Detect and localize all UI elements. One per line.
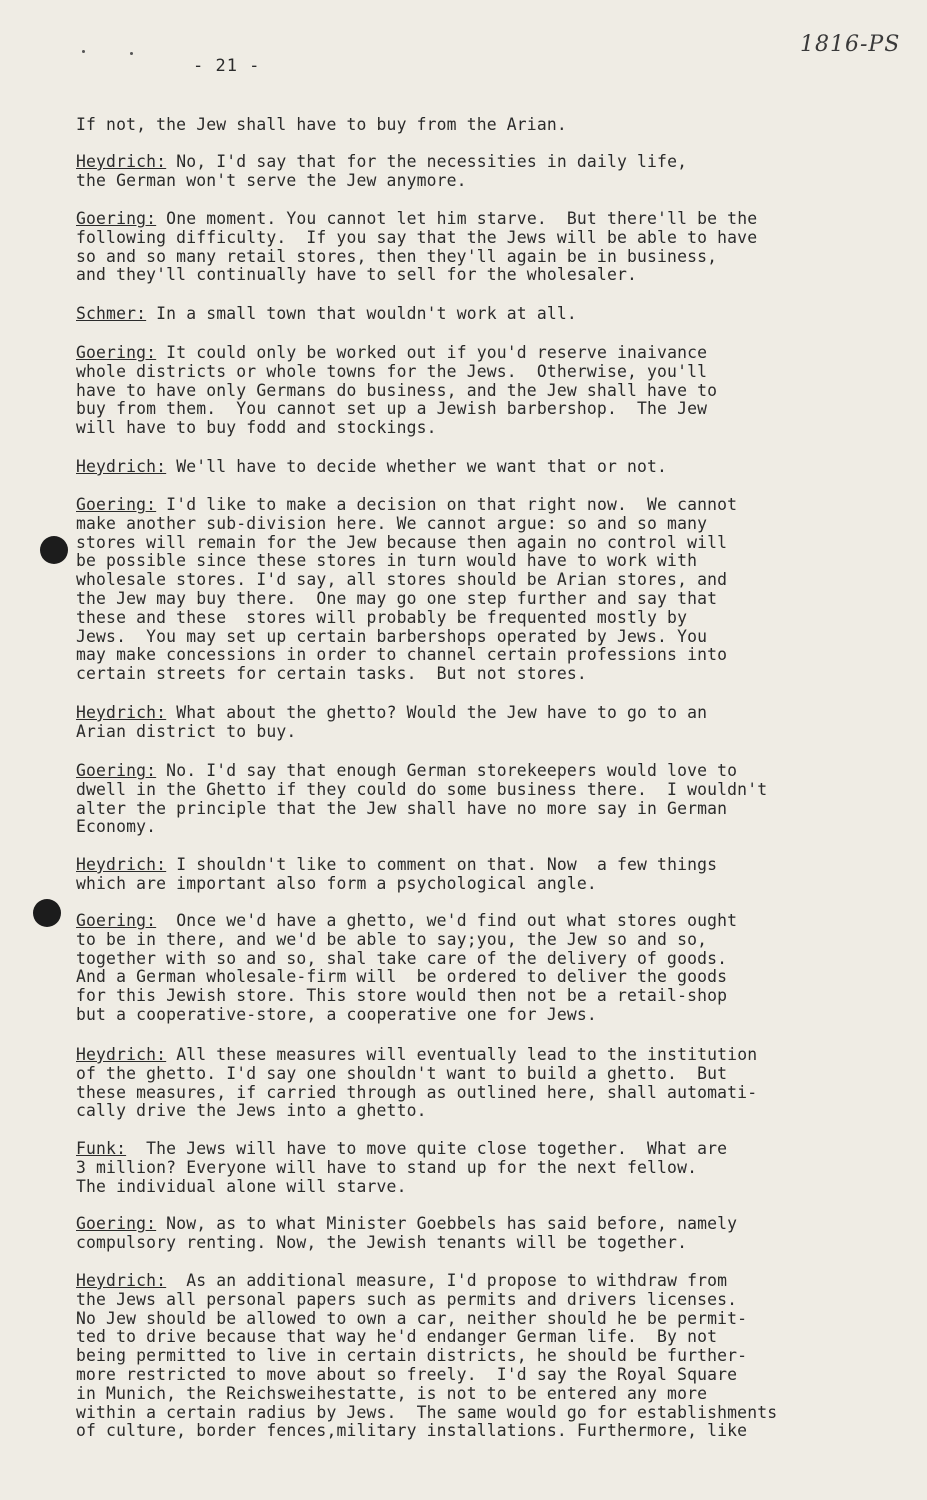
paragraph — [76, 1046, 876, 1121]
paragraph — [76, 1140, 876, 1196]
speaker-label: Heydrich: — [76, 703, 167, 722]
speaker-label: Heydrich: — [76, 855, 167, 874]
paragraph — [76, 856, 876, 894]
paragraph — [76, 1272, 876, 1441]
speaker-label: Heydrich: — [76, 1045, 167, 1064]
paragraph — [76, 1215, 876, 1253]
speaker-label: Goering: — [76, 911, 157, 930]
paragraph — [76, 210, 876, 285]
paragraph-text: I shouldn't like to comment on that. Now a few things which are important also form a psychological angle. — [76, 855, 718, 893]
speaker-label: Schmer: — [76, 304, 147, 323]
stray-mark — [130, 52, 133, 55]
paragraph — [76, 305, 876, 324]
paragraph-text: The Jews will have to move quite close together. What are 3 million? Everyone will have to stand up for the next fellow. The individual alone will starve. — [76, 1139, 728, 1196]
paragraph-text: I'd like to make a decision on that right now. We cannot make another sub-division here. We cannot argue: so and so many stores will remain for the Jew because then again no control will be possible since these stores in turn would have to work with wholesale stores. I'd say, all stores should be Arian stores, and the Jew may buy there. One may go one step further and say that these and these stores will probably be frequented mostly by Jews. You may set up certain barbershops operated by Jews. You may make concessions in order to channel certain professions into certain streets for certain tasks. But not stores. — [76, 495, 738, 684]
speaker-label: Goering: — [76, 209, 157, 228]
paragraph-text: It could only be worked out if you'd reserve inaivance whole districts or whole towns for the Jews. Otherwise, you'll have to have only Germans do business, and the Jew shall have to buy from them. You cannot set up a Jewish barbershop. The Jew will have to buy fodd and stockings. — [76, 343, 718, 438]
speaker-label: Goering: — [76, 1214, 157, 1233]
punch-hole-bottom — [33, 899, 61, 927]
speaker-label: Heydrich: — [76, 152, 167, 171]
paragraph — [76, 153, 876, 191]
page-number: - 21 - — [193, 56, 261, 76]
speaker-label: Goering: — [76, 761, 157, 780]
speaker-label: Heydrich: — [76, 1271, 167, 1290]
paragraph-text: Once we'd have a ghetto, we'd find out what stores ought to be in there, and we'd be able to say;you, the Jew so and so, together with so and so, shal take care of the delivery of goods. And a German wholesale-firm will be ordered to deliver the goods for this Jewish store. This store would then not be a retail-shop but a cooperative-store, a cooperative one for Jews. — [76, 911, 738, 1024]
paragraph — [76, 704, 876, 742]
paragraph-text: All these measures will eventually lead to the institution of the ghetto. I'd say one shouldn't want to build a ghetto. But these measures, if carried through as outlined here, shall automati- cally drive the Jews into a ghetto. — [76, 1045, 758, 1121]
paragraph-text: We'll have to decide whether we want that or not. — [166, 457, 668, 476]
paragraph-text: Now, as to what Minister Goebbels has said before, namely compulsory renting. Now, the Jewish tenants will be together. — [76, 1214, 738, 1252]
paragraph-text: No. I'd say that enough German storekeepers would love to dwell in the Ghetto if they could do some business there. I wouldn't alter the principle that the Jew shall have no more say in German Economy. — [76, 761, 768, 837]
speaker-label: Goering: — [76, 343, 157, 362]
stray-mark — [82, 50, 85, 53]
paragraph-text: What about the ghetto? Would the Jew have to go to an Arian district to buy. — [76, 703, 708, 741]
paragraph-text: One moment. You cannot let him starve. But there'll be the following difficulty. If you say that the Jews will be able to have so and so many retail stores, then they'll again be in business, and they'll continually have to sell for the wholesaler. — [76, 209, 758, 285]
paragraph-text: No, I'd say that for the necessities in daily life, the German won't serve the Jew anymore. — [76, 152, 688, 190]
speaker-label: Funk: — [76, 1139, 127, 1158]
paragraph-text: In a small town that wouldn't work at all. — [146, 304, 577, 323]
paragraph — [76, 762, 876, 837]
paragraph-text: As an additional measure, I'd propose to withdraw from the Jews all personal papers such as permits and drivers licenses. No Jew should be allowed to own a car, neither should he be permit- ted to drive because that way he'd endanger German life. By not being permitted to live in certain districts, he should be further- more restricted to move about so freely. I'd say the Royal Square in Munich, the Reichsweihestatte, is not to be entered any more within a certain radius by Jews. The same would go for establishments of culture, border fences,military installations. Furthermore, like — [76, 1271, 778, 1441]
paragraph — [76, 496, 876, 684]
paragraph — [76, 116, 876, 135]
speaker-label: Heydrich: — [76, 457, 167, 476]
punch-hole-top — [40, 536, 68, 564]
document-id-handwritten: 1816-PS — [800, 32, 901, 57]
paragraph — [76, 458, 876, 477]
paragraph — [76, 344, 876, 438]
speaker-label: Goering: — [76, 495, 157, 514]
paragraph-text: If not, the Jew shall have to buy from the Arian. — [76, 115, 567, 134]
paragraph — [76, 912, 876, 1025]
